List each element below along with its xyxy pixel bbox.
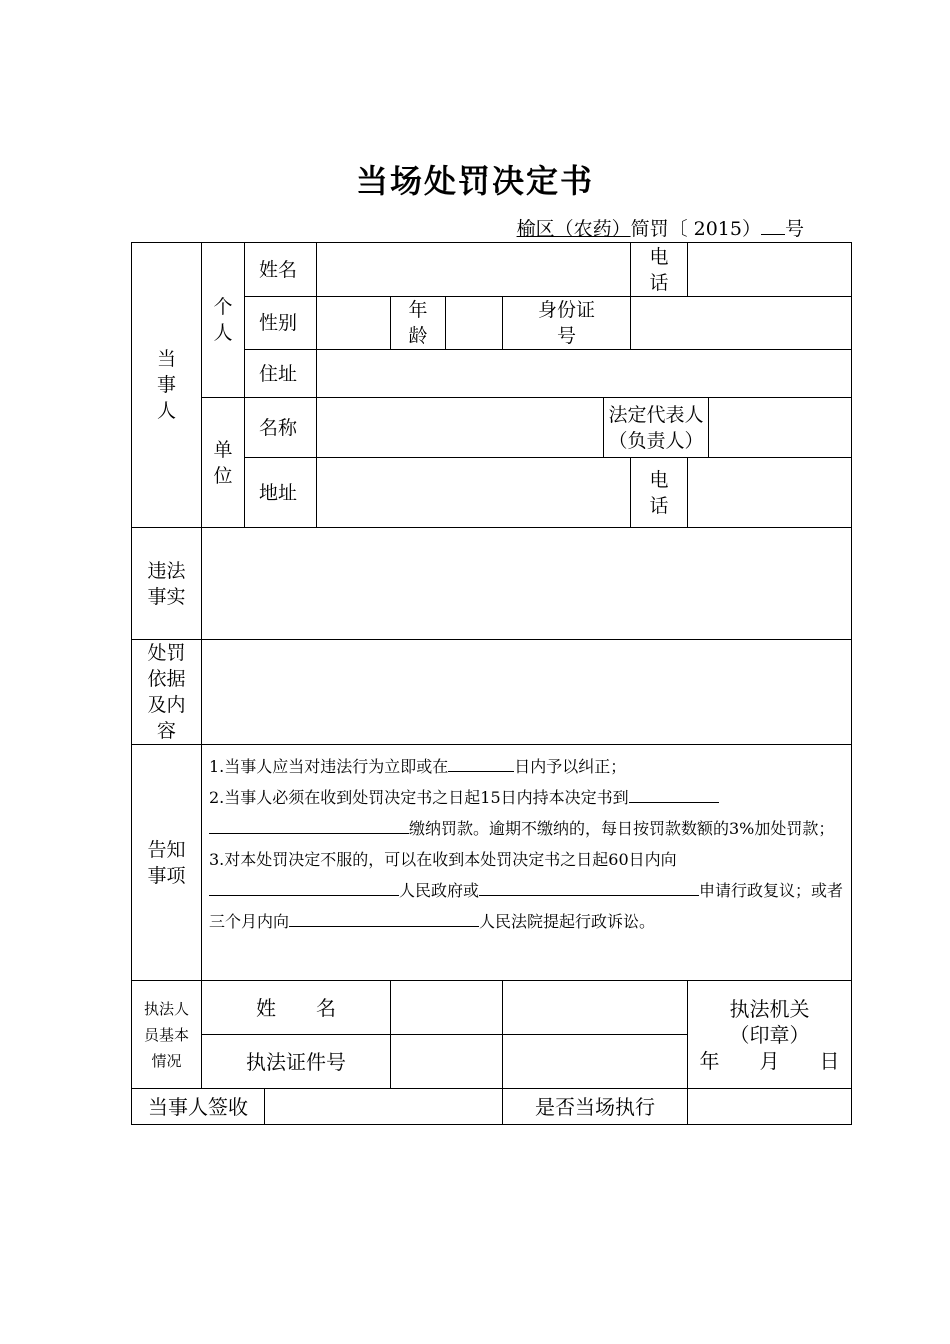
name-field[interactable] <box>317 243 631 297</box>
cert-field-1[interactable] <box>391 1035 503 1089</box>
document-title: 当场处罚决定书 <box>355 162 594 200</box>
facts-label-cell <box>132 528 202 640</box>
legal-rep-label-cell <box>604 398 709 458</box>
payment-place-blank-2[interactable] <box>209 815 409 834</box>
notice-2-text-b: 缴纳罚款。逾期不缴纳的，每日按罚款数额的3%加处罚款； <box>409 819 835 838</box>
cert-field-2[interactable] <box>503 1035 688 1089</box>
correction-days-blank[interactable] <box>448 753 514 772</box>
notice-item-2 <box>209 782 843 844</box>
individual-label-cell <box>202 243 245 398</box>
review-agency-blank[interactable] <box>479 877 699 896</box>
unit-name-label: 名称 <box>245 398 317 458</box>
unit-phone-label-cell <box>631 458 688 528</box>
facts-field[interactable] <box>202 528 852 640</box>
age-label-cell <box>391 297 446 350</box>
onsite-label: 是否当场执行 <box>503 1089 688 1125</box>
officer-label-cell <box>132 981 202 1089</box>
doc-number-suffix: 号 <box>784 218 804 240</box>
individual-label: 个人 <box>213 296 233 344</box>
address-field[interactable] <box>317 350 852 398</box>
sign-label: 当事人签收 <box>132 1089 265 1125</box>
party-label-cell <box>132 243 202 528</box>
agency-label: 执法机关 <box>729 996 810 1021</box>
unit-label: 单位 <box>213 438 233 487</box>
notice-label: 告知事项 <box>147 838 186 887</box>
notice-3-text-a: 3.对本处罚决定不服的，可以在收到本处罚决定书之日起60日内向 <box>209 850 677 869</box>
phone-label: 电话 <box>649 245 669 294</box>
legal-rep-label: 法定代表人（负责人） <box>608 403 704 452</box>
gender-field[interactable] <box>317 297 391 350</box>
phone-field[interactable] <box>688 243 852 297</box>
notice-1-text-b: 日内予以纠正； <box>514 757 627 776</box>
officer-name-field-1[interactable] <box>391 981 503 1035</box>
id-field[interactable] <box>631 297 852 350</box>
document-number <box>517 214 804 241</box>
party-label: 当事人 <box>157 348 177 422</box>
payment-place-blank-1[interactable] <box>629 784 719 803</box>
doc-number-prefix: 榆区（农药） <box>516 218 631 240</box>
officer-name-field-2[interactable] <box>503 981 688 1035</box>
notice-content <box>202 745 852 981</box>
id-label-cell <box>503 297 631 350</box>
legal-rep-field[interactable] <box>709 398 852 458</box>
unit-name-field[interactable] <box>317 398 604 458</box>
officer-name-label: 姓 名 <box>202 981 391 1035</box>
notice-3-text-b: 人民政府或 <box>399 881 480 900</box>
unit-phone-field[interactable] <box>688 458 852 528</box>
seal-label: （印章） <box>729 1022 810 1047</box>
age-label: 年龄 <box>408 299 428 347</box>
government-blank[interactable] <box>209 877 399 896</box>
sign-field[interactable] <box>265 1089 503 1125</box>
id-label: 身份证号 <box>538 299 596 347</box>
notice-item-1 <box>209 751 843 782</box>
doc-number-middle: 简罚〔 2015） <box>630 218 761 240</box>
doc-number-blank[interactable] <box>761 216 785 235</box>
onsite-field[interactable] <box>688 1089 852 1125</box>
unit-label-cell <box>202 398 245 528</box>
notice-item-3 <box>209 844 843 937</box>
basis-label: 处罚依据及内容 <box>147 642 186 742</box>
unit-address-label: 地址 <box>245 458 317 528</box>
cert-label: 执法证件号 <box>202 1035 391 1089</box>
date-label: 年 月 日 <box>699 1048 840 1073</box>
address-label: 住址 <box>245 350 317 398</box>
basis-field[interactable] <box>202 640 852 745</box>
unit-address-field[interactable] <box>317 458 631 528</box>
agency-seal-cell <box>688 981 852 1089</box>
court-blank[interactable] <box>289 908 479 927</box>
facts-label: 违法事实 <box>147 559 186 608</box>
notice-3-text-c: 申请行政复议；或者三个月内向 <box>209 881 844 931</box>
officer-label: 执法人员基本情况 <box>144 999 190 1070</box>
notice-1-text-a: 1.当事人应当对违法行为立即或在 <box>209 757 449 776</box>
notice-3-text-d: 人民法院提起行政诉讼。 <box>479 912 656 931</box>
gender-label: 性别 <box>245 297 317 350</box>
name-label: 姓名 <box>245 243 317 297</box>
basis-label-cell <box>132 640 202 745</box>
phone-label-cell <box>631 243 688 297</box>
age-field[interactable] <box>446 297 503 350</box>
unit-phone-label: 电话 <box>649 468 669 517</box>
notice-label-cell <box>132 745 202 981</box>
notice-2-text-a: 2.当事人必须在收到处罚决定书之日起15日内持本决定书到 <box>209 788 629 807</box>
penalty-form-table <box>131 242 852 1125</box>
